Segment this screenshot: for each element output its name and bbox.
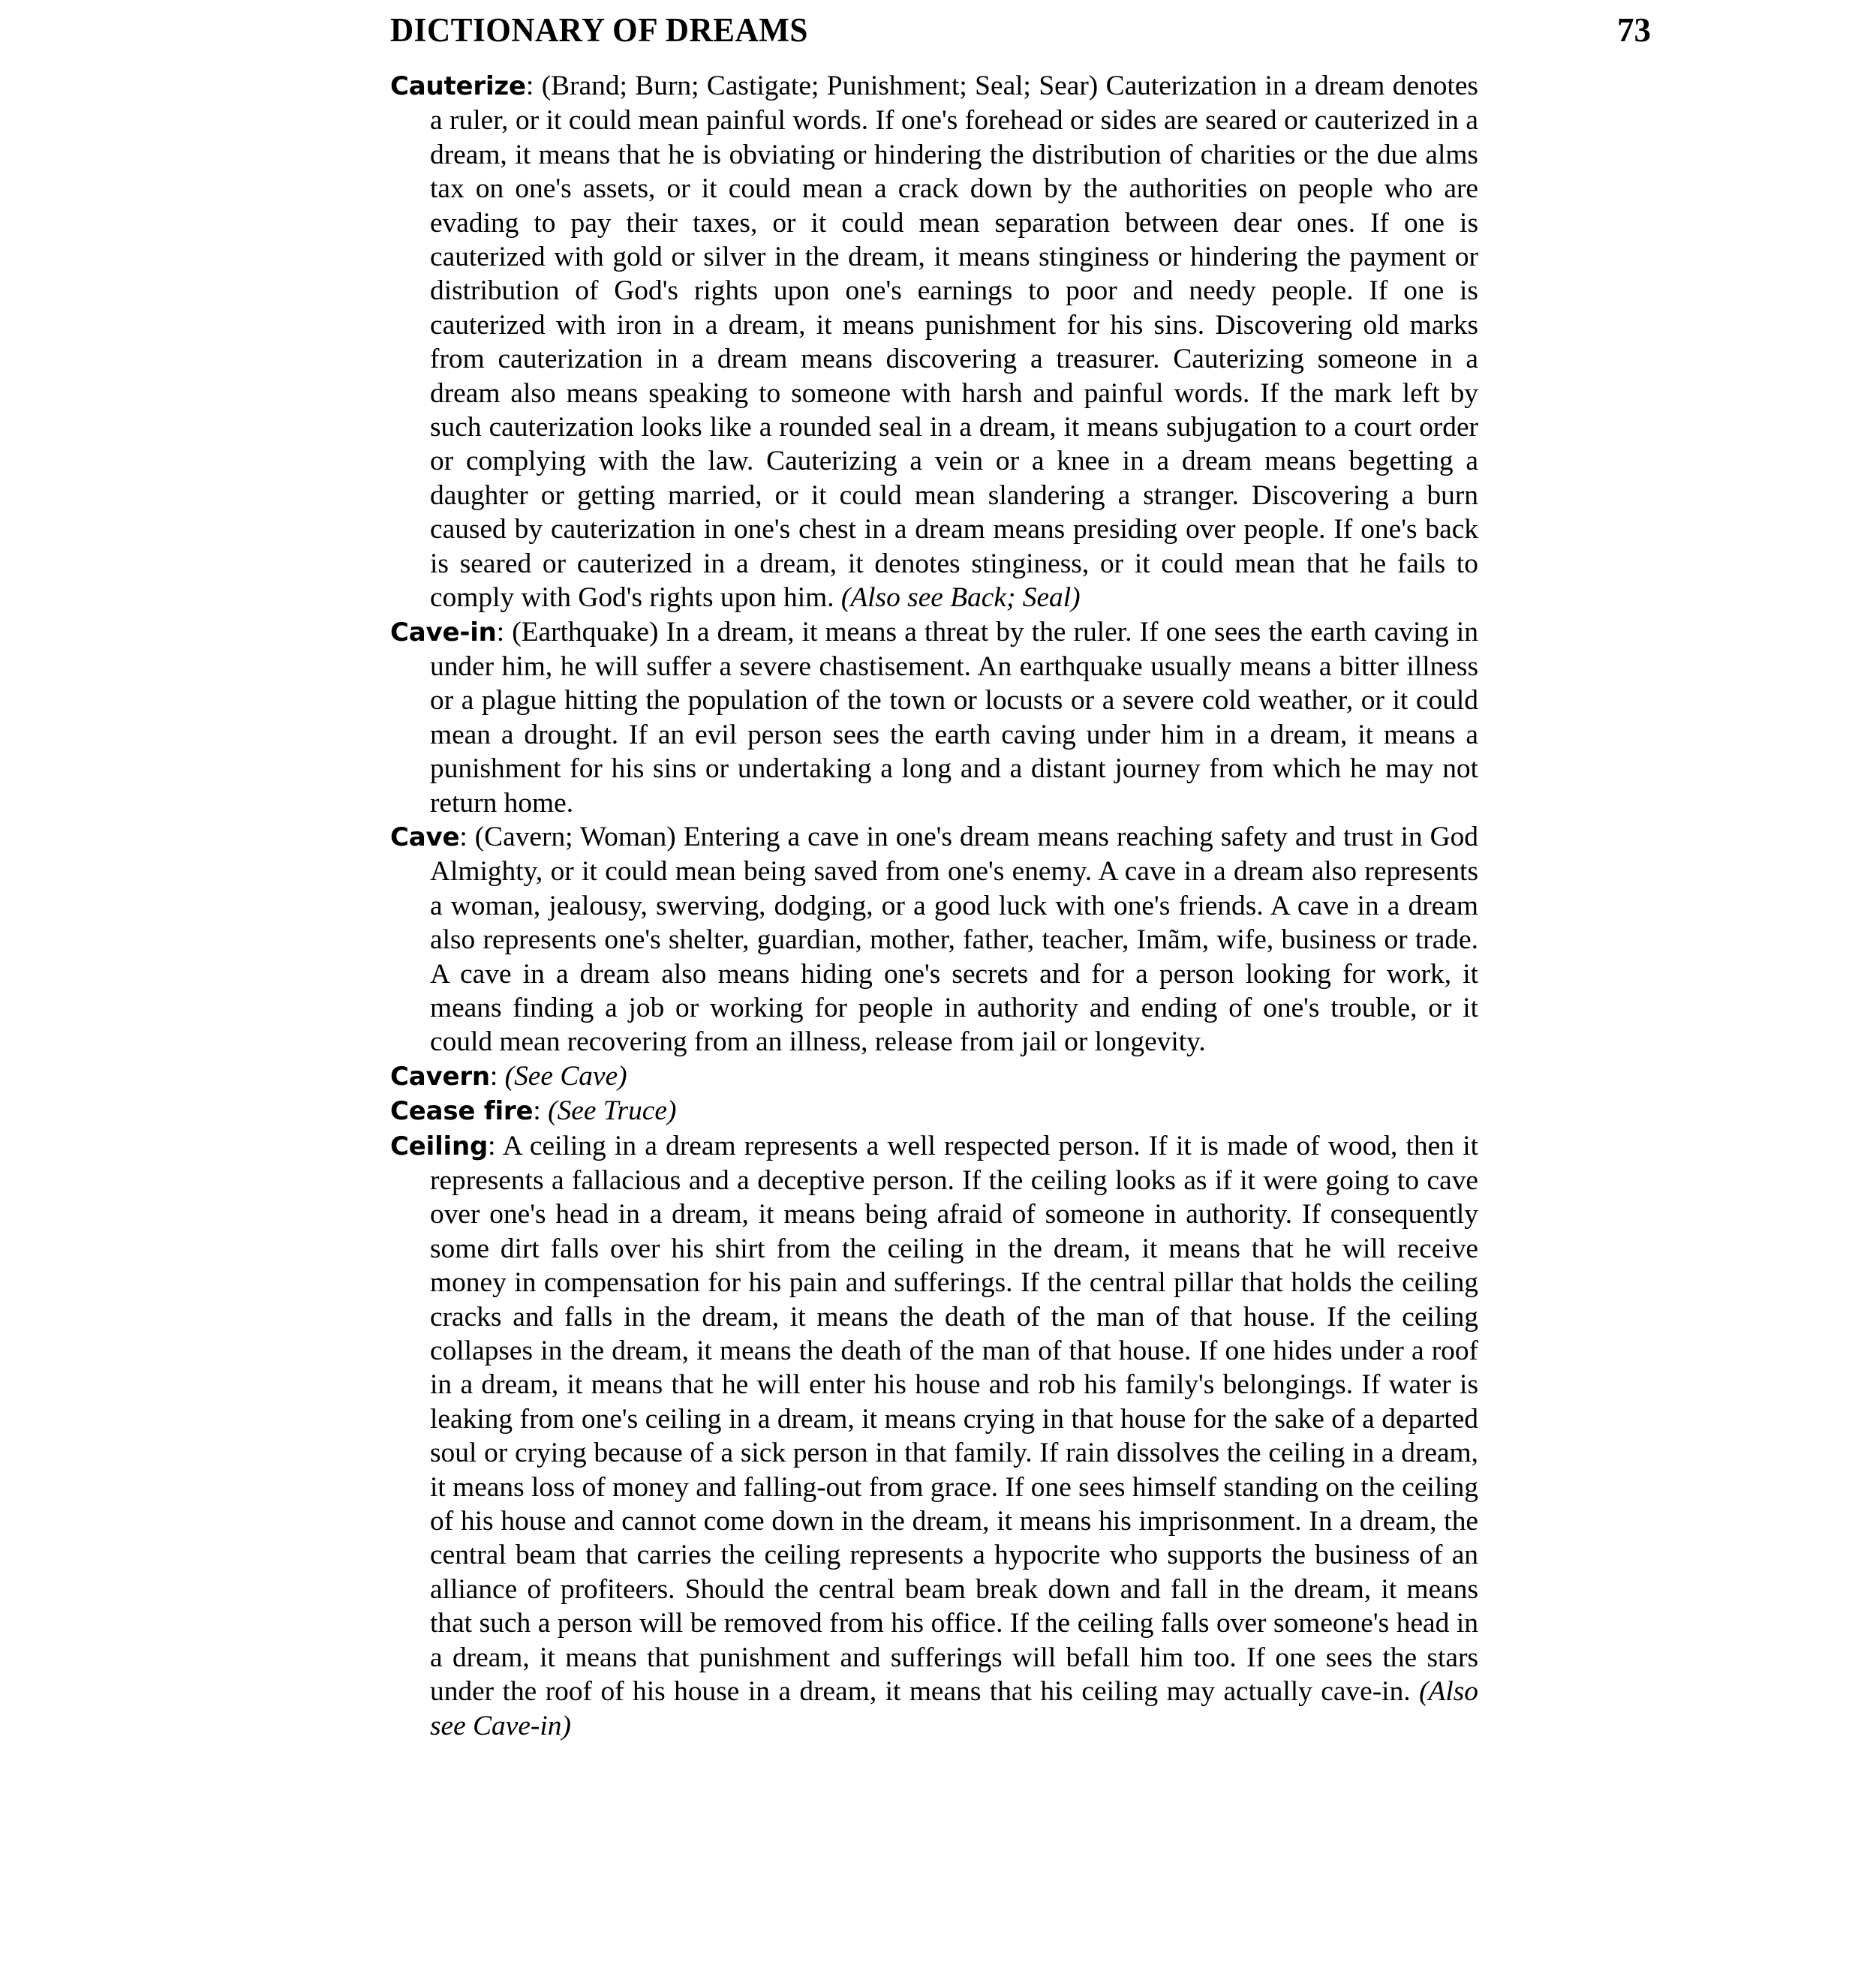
entry-separator: : bbox=[489, 1060, 505, 1092]
entry-separator: : bbox=[459, 821, 475, 852]
dictionary-entry-cease-fire bbox=[390, 1094, 1478, 1128]
entry-body: A ceiling in a dream represents a well respected person. If it is made of wood, then it represents a fallacious and a deceptive person. If the ceiling looks as if it were going to cave over one's head in a dream, it means being afraid of someone in authority. If consequently some dirt falls over his shirt from the ceiling in the dream, it means that he will receive money in compensation for his pain and sufferings. If the central pillar that holds the ceiling cracks and falls in the dream, it means the death of the man of that house. If the ceiling collapses in the dream, it means the death of the man of that house. If one hides under a roof in a dream, it means that he will enter his house and rob his family's belongings. If water is leaking from one's ceiling in a dream, it means crying in that house for the sake of a departed soul or crying because of a sick person in that family. If rain dissolves the ceiling in a dream, it means loss of money and falling-out from grace. If one sees himself standing on the ceiling of his house and cannot come down in the dream, it means his imprisonment. In a dream, the central beam that carries the ceiling represents a hypocrite who supports the business of an alliance of profiteers. Should the central beam break down and fall in the dream, it means that such a person will be removed from his office. If the ceiling falls over someone's head in a dream, it means that punishment and sufferings will befall him too. If one sees the stars under the roof of his house in a dream, it means that his ceiling may actually cave-in. bbox=[430, 1130, 1478, 1708]
entry-separator: : bbox=[488, 1130, 503, 1161]
entry-body: (Brand; Burn; Castigate; Punishment; Seal; Sear) Cauterization in a dream denotes a ruler, or it could mean painful words. If one's forehead or sides are seared or cauterized in a dream, it means that he is obviating or hindering the distribution of charities or the due alms tax on one's assets, or it could mean a crack down by the authorities on people who are evading to pay their taxes, or it could mean separation between dear ones. If one is cauterized with gold or silver in the dream, it means stinginess or hindering the payment or distribution of God's rights upon one's earnings to poor and needy people. If one is cauterized with iron in a dream, it means punishment for his sins. Discovering old marks from cauterization in a dream means discovering a treasurer. Cauterizing someone in a dream also means speaking to someone with harsh and painful words. If the mark left by such cauterization looks like a rounded seal in a dream, it means subjugation to a court order or complying with the law. Cauterizing a vein or a knee in a dream means begetting a daughter or getting married, or it could mean slandering a stranger. Discovering a burn caused by cauterization in one's chest in a dream means presiding over people. If one's back is seared or cauterized in a dream, it denotes stinginess, or it could mean that he fails to comply with God's rights upon him. bbox=[430, 71, 1478, 614]
entry-body: (Earthquake) In a dream, it means a threat by the ruler. If one sees the earth caving in under him, he will suffer a severe chastisement. An earthquake usually means a bitter illness or a plague hitting the population of the town or locusts or a severe cold weather, or it could mean a drought. If an evil person sees the earth caving under him in a dream, it means a punishment for his sins or undertaking a long and a distant journey from which he may not return home. bbox=[430, 616, 1478, 819]
entry-headword: Cave bbox=[390, 822, 460, 852]
entry-cross-reference: (Also see Cave-in) bbox=[430, 1676, 1478, 1741]
entry-body: (Cavern; Woman) Entering a cave in one's dream means reaching safety and trust in God Almighty, or it could mean being saved from one's enemy. A cave in a dream also represents a woman, jealousy, swerving, dodging, or a good luck with one's friends. A cave in a dream also represents one's shelter, guardian, mother, father, teacher, Imãm, wife, business or trade. A cave in a dream also means hiding one's secrets and for a person looking for work, it means finding a job or working for people in authority and ending of one's trouble, or it could mean recovering from an illness, release from jail or longevity. bbox=[430, 821, 1478, 1058]
entry-headword: Cease fire bbox=[390, 1096, 534, 1127]
page-title: DICTIONARY OF DREAMS bbox=[390, 11, 808, 49]
entry-cross-reference: (See Truce) bbox=[548, 1095, 677, 1127]
entry-separator: : bbox=[533, 1095, 549, 1127]
entry-headword: Cavern bbox=[390, 1061, 490, 1092]
dictionary-entry-cauterize bbox=[390, 69, 1478, 615]
entry-cross-reference: (See Cave) bbox=[504, 1060, 627, 1092]
dictionary-entry-cavern bbox=[390, 1059, 1478, 1094]
dictionary-entry-cave-in bbox=[390, 615, 1478, 820]
entry-separator: : bbox=[496, 616, 513, 647]
dictionary-entry-cave bbox=[390, 820, 1478, 1059]
dictionary-entry-ceiling bbox=[390, 1129, 1478, 1743]
entry-headword: Ceiling bbox=[390, 1131, 489, 1161]
running-head bbox=[390, 11, 1651, 57]
page-number: 73 bbox=[1617, 11, 1651, 49]
text-column bbox=[390, 69, 1478, 1743]
entry-cross-reference: (Also see Back; Seal) bbox=[840, 582, 1081, 614]
entry-separator: : bbox=[525, 71, 542, 101]
entry-headword: Cauterize bbox=[390, 71, 526, 101]
entry-headword: Cave-in bbox=[390, 617, 497, 647]
